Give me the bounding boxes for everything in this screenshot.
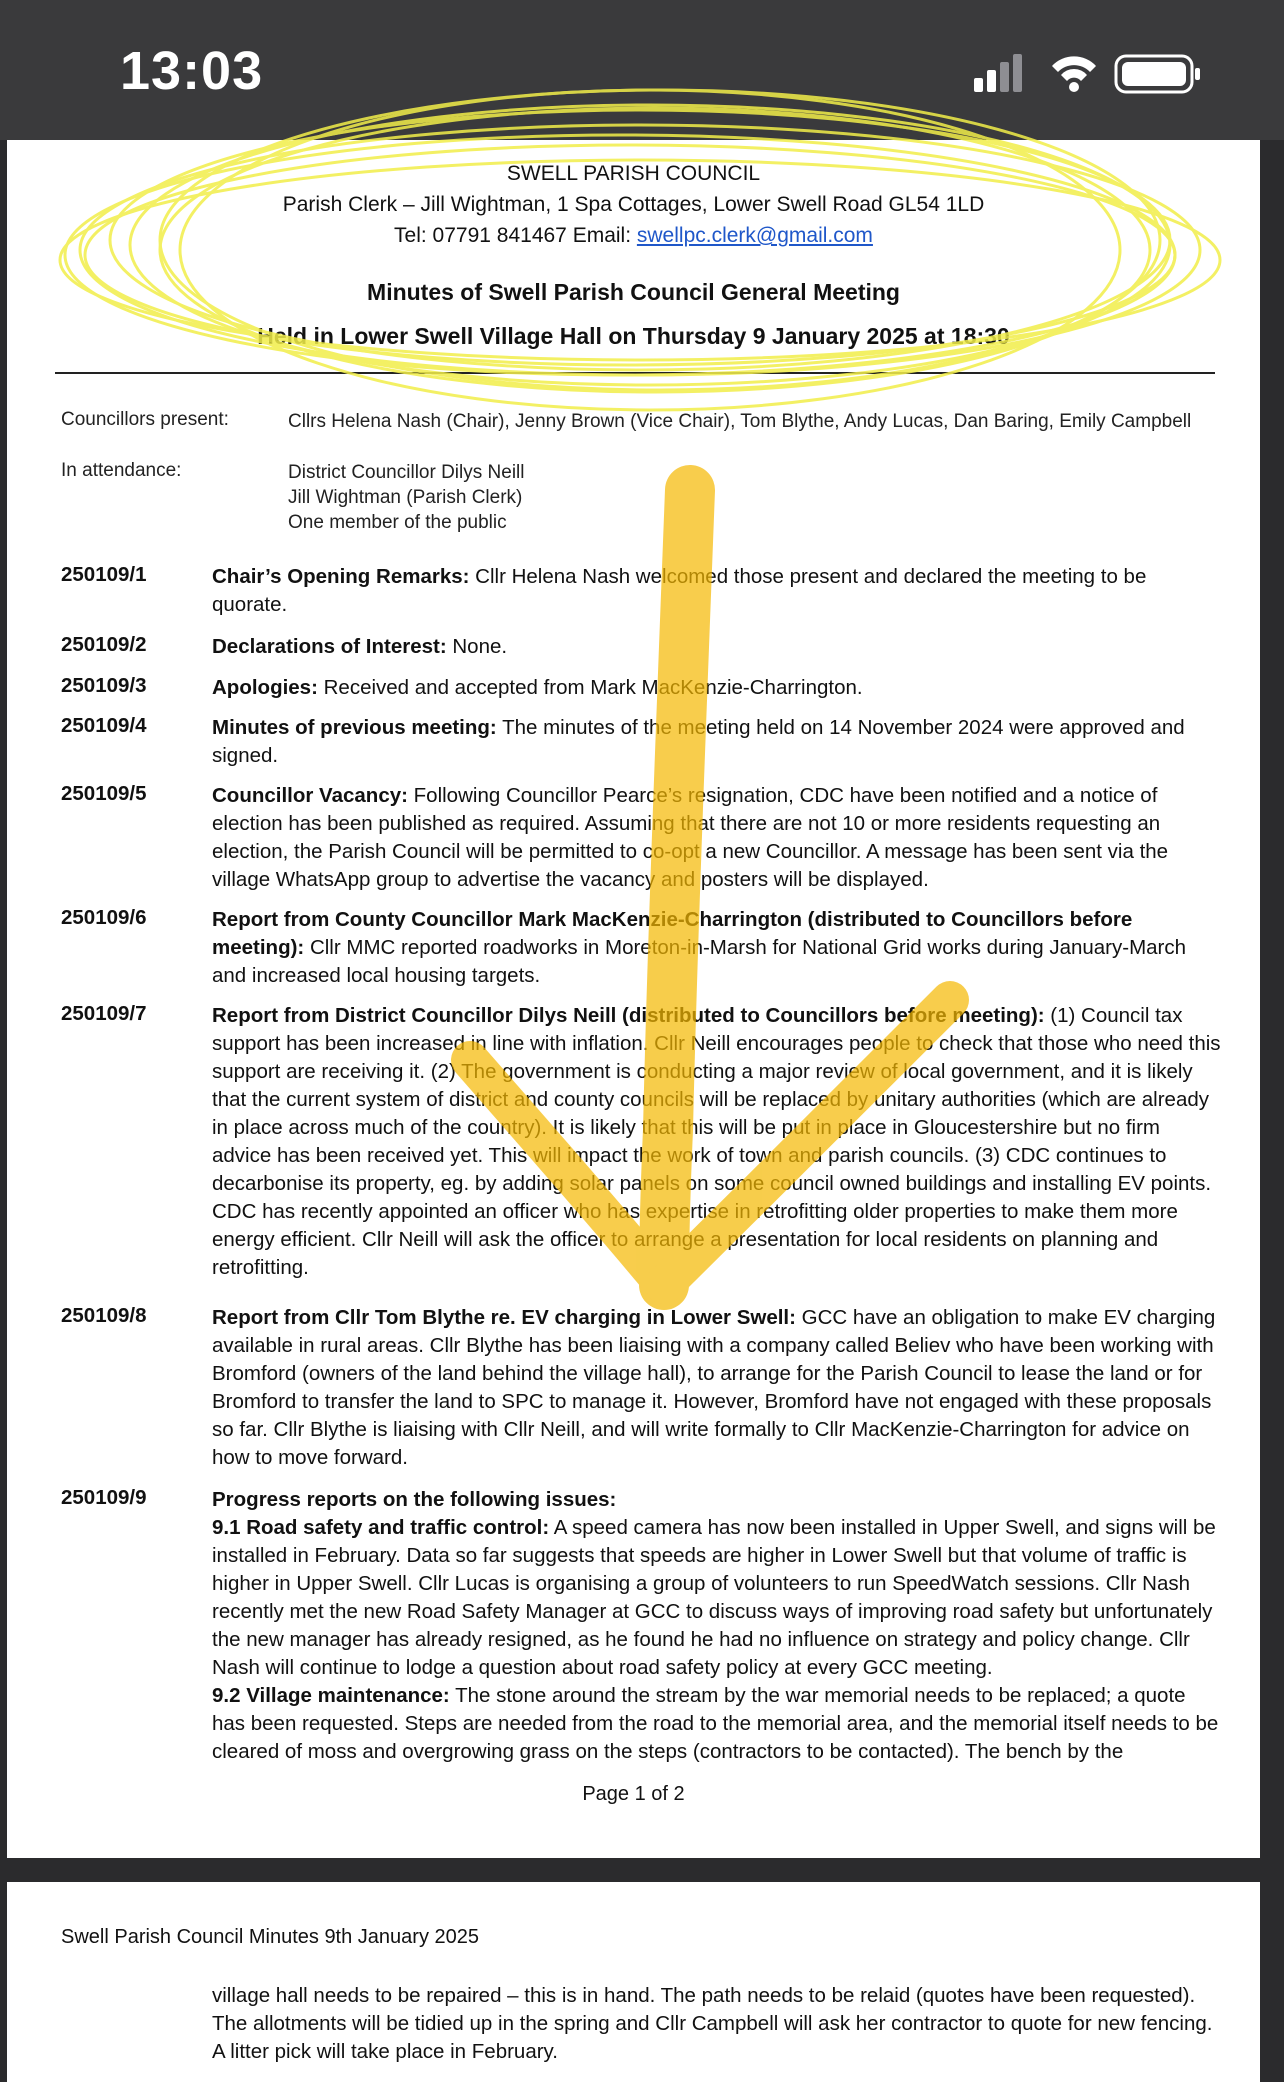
minute-body (212, 782, 1222, 894)
attendance-list (288, 460, 524, 535)
subsection-heading: 9.1 Road safety and traffic control: (212, 1516, 550, 1539)
minute-body (212, 1002, 1222, 1282)
contact-line (7, 224, 1260, 248)
wifi-icon (1052, 56, 1096, 92)
clerk-address: Parish Clerk – Jill Wightman, 1 Spa Cottages, Lower Swell Road GL54 1LD (282, 193, 985, 216)
minute-body (212, 674, 1222, 702)
minute-number: 250109/4 (61, 714, 147, 737)
minute-number: 250109/6 (61, 906, 147, 929)
minute-heading: Report from County Councillor Mark MacKenzie-Charrington (distributed to Councillors before meeting): (212, 908, 1133, 959)
minute-text: Following Councillor Pearce’s resignation, CDC have been notified and a notice of election has been published as required. Assuming that there are not 10 or more residents requesting an election, the Parish Council will be permitted to co-opt a new Councillor. A message has been sent via the village WhatsApp group to advertise the vacancy and posters will be displayed. (212, 784, 1169, 891)
status-icons (974, 50, 1204, 100)
minute-body (212, 563, 1222, 619)
minute-body (212, 714, 1222, 770)
minute-number: 250109/8 (61, 1304, 147, 1327)
telephone-label: Tel: 07791 841467 Email: (394, 224, 637, 247)
minute-number: 250109/3 (61, 674, 147, 697)
document-subtitle: Held in Lower Swell Village Hall on Thursday 9 January 2025 at 18:30 (257, 323, 1010, 349)
minute-number: 250109/9 (61, 1486, 147, 1509)
minute-number: 250109/7 (61, 1002, 147, 1025)
minute-text: The minutes of the meeting held on 14 November 2024 were approved and signed. (212, 716, 1185, 767)
subsection-text: The stone around the stream by the war memorial needs to be replaced; a quote has been requested. Steps are needed from the road to the memorial area, and the memorial itself needs to be cleared of moss and overgrowing grass on the steps (contractors to be contacted). The bench by the (212, 1684, 1219, 1763)
minute-body (212, 1486, 1222, 1766)
minute-body (212, 1304, 1222, 1472)
email-link[interactable]: swellpc.clerk@gmail.com (636, 224, 873, 247)
running-header: Swell Parish Council Minutes 9th January 2025 (61, 1926, 479, 1948)
header-divider (55, 372, 1215, 374)
council-name: SWELL PARISH COUNCIL (506, 162, 761, 185)
minute-text: Cllr MMC reported roadworks in Moreton-in-Marsh for National Grid works during January-March and increased local housing targets. (212, 936, 1187, 987)
minute-text: Cllr Helena Nash welcomed those present and declared the meeting to be quorate. (212, 565, 1147, 616)
minute-number: 250109/5 (61, 782, 147, 805)
battery-icon (1116, 56, 1200, 92)
minute-heading: Report from Cllr Tom Blythe re. EV charging in Lower Swell: (212, 1306, 796, 1329)
minute-heading: Councillor Vacancy: (212, 784, 408, 807)
attendance-label: In attendance: (61, 460, 182, 481)
document-title: Minutes of Swell Parish Council General Meeting (367, 279, 900, 305)
councillors-label: Councillors present: (61, 409, 229, 430)
cellular-signal-icon (974, 54, 1022, 92)
attendee: One member of the public (288, 512, 507, 533)
minute-number: 250109/1 (61, 563, 147, 586)
minute-heading: Minutes of previous meeting: (212, 716, 497, 739)
minute-text: GCC have an obligation to make EV charging available in rural areas. Cllr Blythe has been liaising with a company called Believ who have been working with Bromford (owners of the land behind the village hall), to arrange for the Parish Council to lease the land or for Bromford to transfer the land to SPC to manage it. However, Bromford have not engaged with these proposals so far. Cllr Blythe is liaising with Cllr Neill, and will write formally to Cllr MacKenzie-Charrington for advice on how to move forward. (212, 1306, 1216, 1469)
document-page-1 (7, 140, 1260, 1858)
minute-text: (1) Council tax support has been increased in line with inflation. Cllr Neill encourages people to check that those who need this support are receiving it. (2) The government is conducting a major review of local government, and it is likely that the current system of district and county councils will be replaced by unitary authorities (which are already in place across much of the country). It is likely that this will be put in place in Gloucestershire but no firm advice has been received yet. This will impact the work of town and parish councils. (3) CDC continues to decarbonise its property, eg. by adding solar panels on some council owned buildings and installing EV points. CDC has recently appointed an officer who has expertise in retrofitting older properties to make them more energy efficient. Cllr Neill will ask the officer to arrange a presentation for local residents on planning and retrofitting. (212, 1004, 1221, 1279)
attendee: Jill Wightman (Parish Clerk) (288, 487, 523, 508)
status-time: 13:03 (120, 41, 264, 101)
minute-heading: Declarations of Interest: (212, 635, 447, 658)
continued-text: village hall needs to be repaired – this is in hand. The path needs to be relaid (quotes have been requested). The allotments will be tidied up in the spring and Cllr Campbell will ask her contractor to quote for new fencing. A litter pick will take place in February. (212, 1984, 1213, 2063)
subsection-text: A speed camera has now been installed in Upper Swell, and signs will be installed in February. Data so far suggests that speeds are higher in Lower Swell but that volume of traffic is higher in Upper Swell. Cllr Lucas is organising a group of volunteers to run SpeedWatch sessions. Cllr Nash recently met the new Road Safety Manager at GCC to discuss ways of improving road safety but unfortunately the new manager has already resigned, as he found he had no influence on strategy and policy change. Cllr Nash will continue to lodge a question about road safety policy at every GCC meeting. (212, 1516, 1216, 1679)
page-number: Page 1 of 2 (582, 1783, 685, 1805)
minute-heading: Report from District Councillor Dilys Neill (distributed to Councillors before meeting): (212, 1004, 1045, 1027)
minute-heading: Progress reports on the following issues: (212, 1488, 617, 1511)
attendee: District Councillor Dilys Neill (288, 462, 525, 483)
minute-heading: Chair’s Opening Remarks: (212, 565, 470, 588)
minute-body (212, 906, 1222, 990)
minute-heading: Apologies: (212, 676, 318, 699)
minute-text: None. (446, 635, 508, 658)
councillors-list: Cllrs Helena Nash (Chair), Jenny Brown (Vice Chair), Tom Blythe, Andy Lucas, Dan Baring, Emily Campbell (288, 411, 1192, 432)
minute-number: 250109/2 (61, 633, 147, 656)
minute-text: Received and accepted from Mark MacKenzie-Charrington. (317, 676, 863, 699)
document-page-2 (7, 1882, 1260, 2082)
subsection-heading: 9.2 Village maintenance: (212, 1684, 450, 1707)
status-bar (0, 0, 1284, 140)
minute-body (212, 633, 1222, 661)
